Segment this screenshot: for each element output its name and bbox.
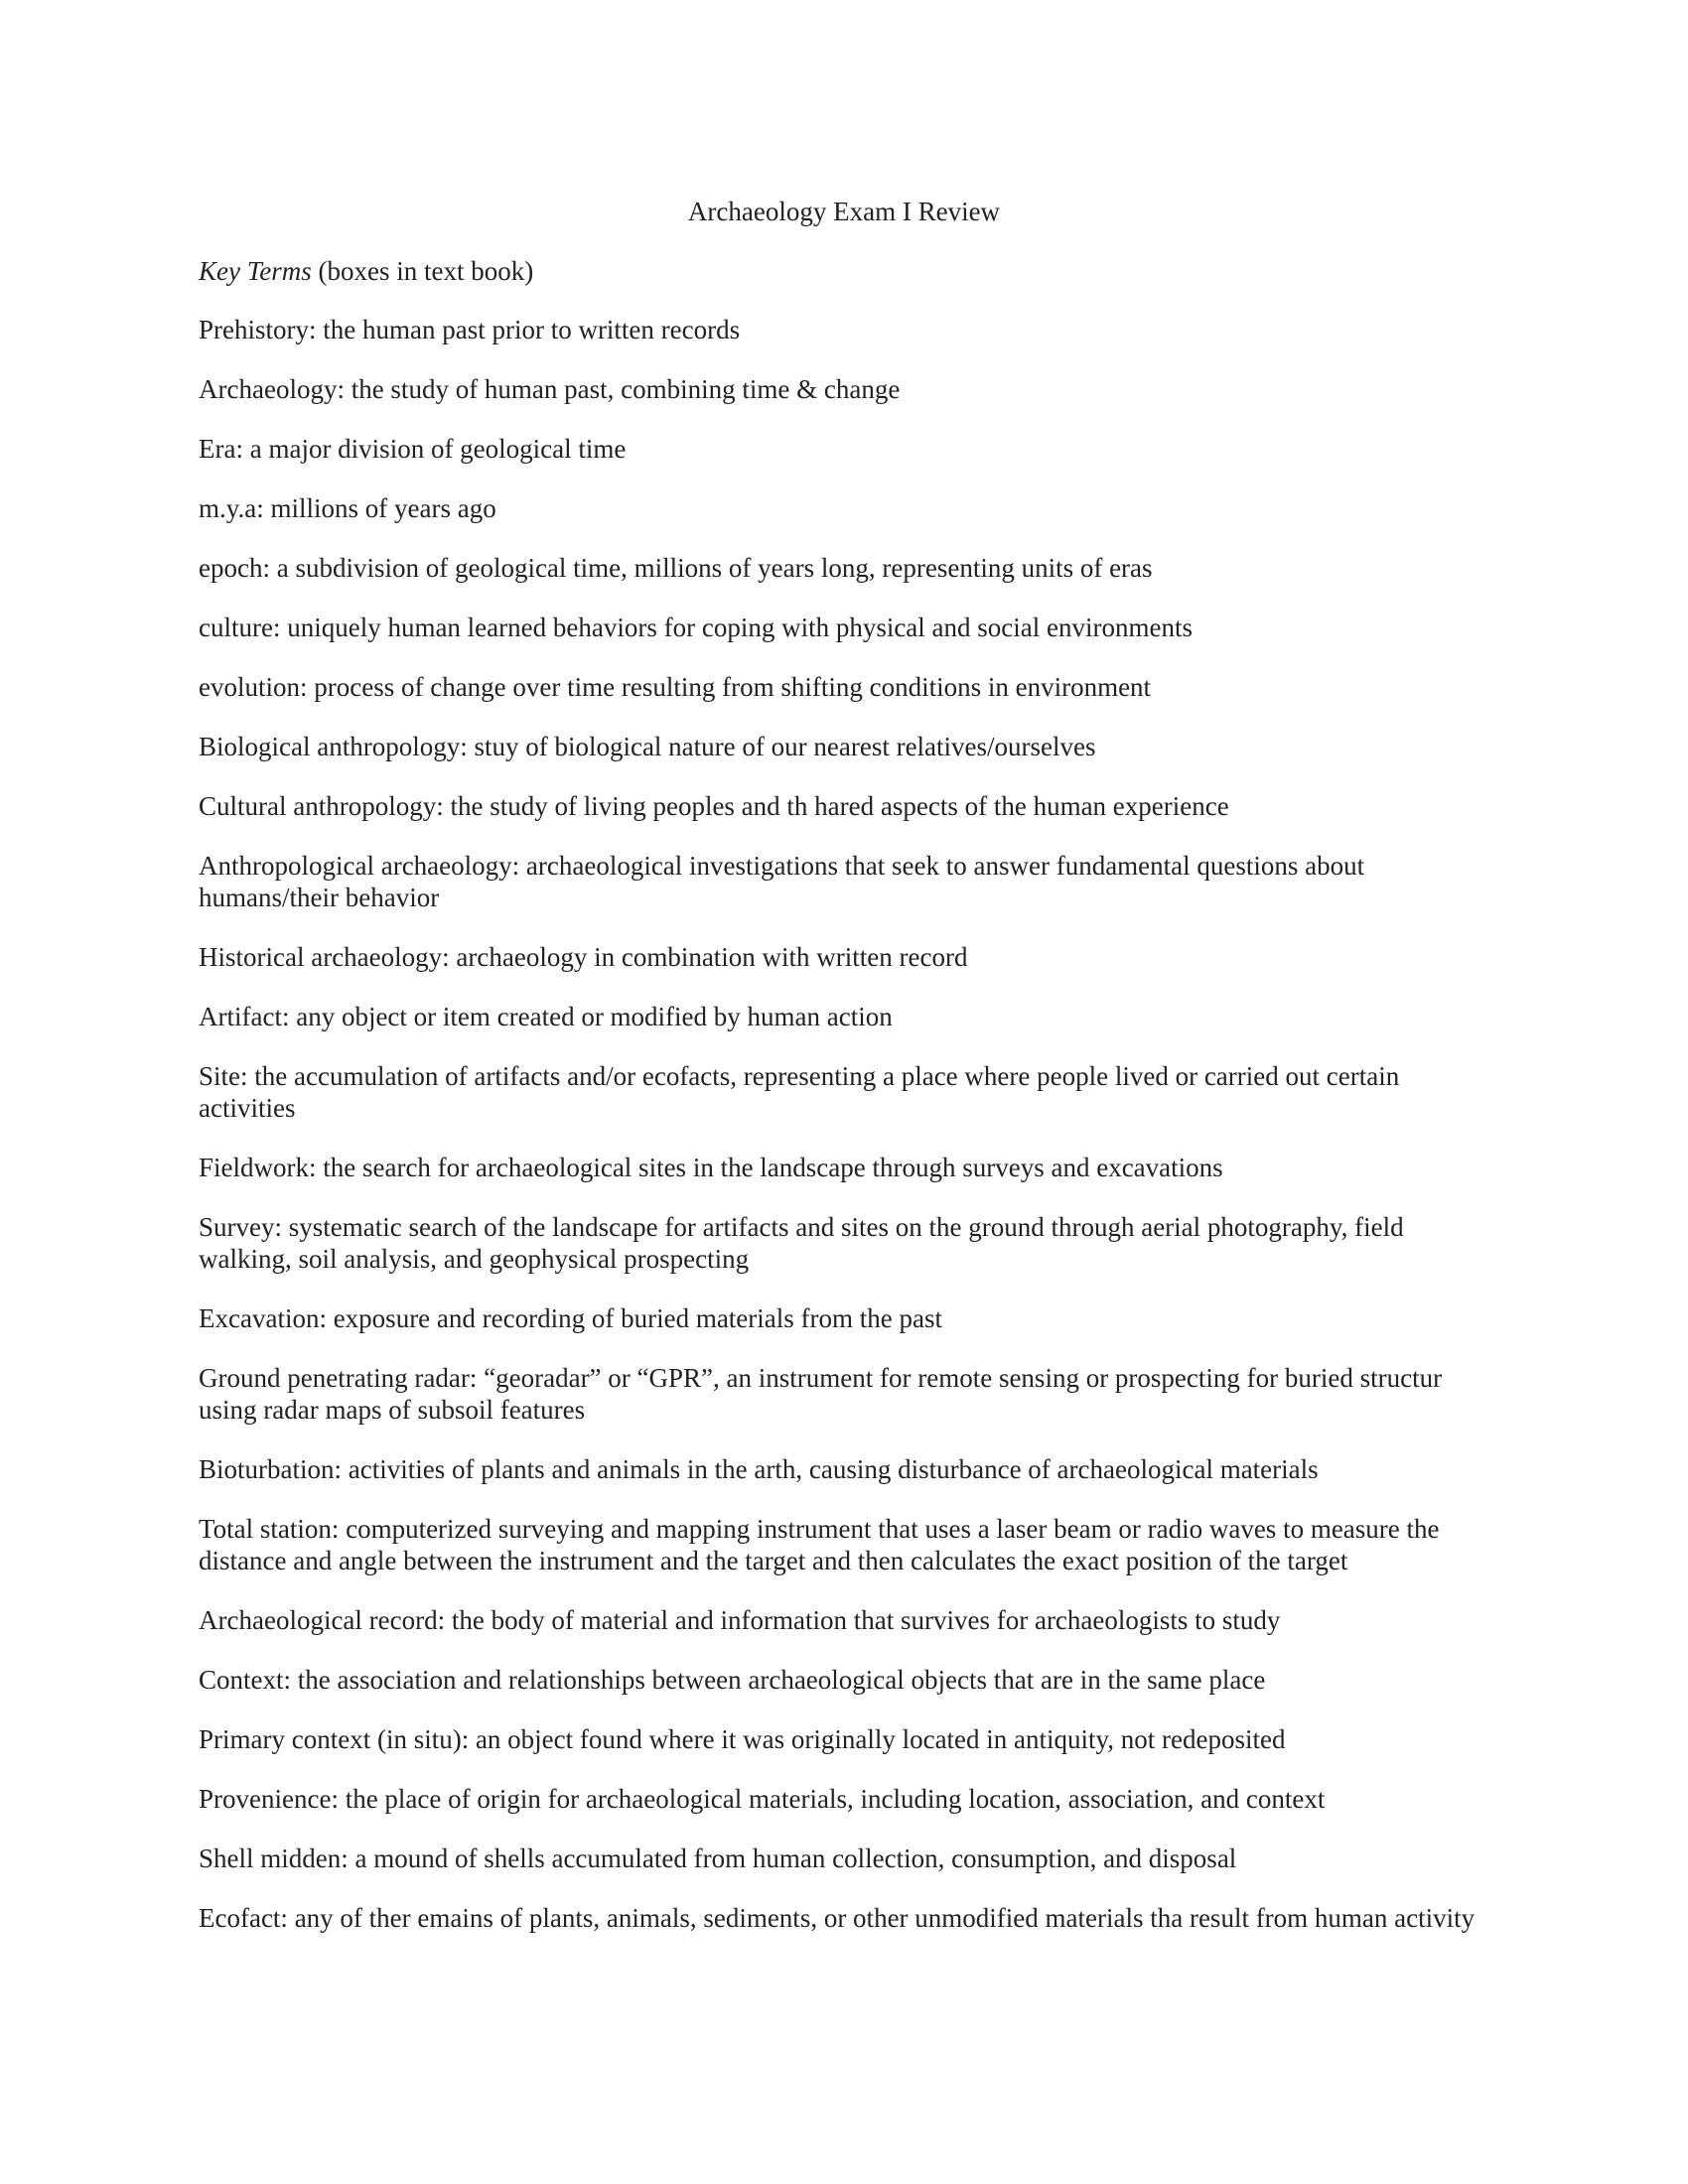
- key-terms-list: [199, 314, 1489, 1934]
- term-entry: Total station: computerized surveying and mapping instrument that uses a laser beam or radio waves to measure the distance and angle between the instrument and the target and then calculates the exact position of the target: [199, 1514, 1440, 1575]
- section-heading-italic: Key Terms: [199, 256, 312, 286]
- section-heading-rest: (boxes in text book): [311, 256, 534, 286]
- term-entry: Archaeological record: the body of material and information that survives for archaeologists to study: [199, 1605, 1281, 1635]
- term-entry: culture: uniquely human learned behaviors for coping with physical and social environments: [199, 613, 1193, 642]
- term-entry: Primary context (in situ): an object found where it was originally located in antiquity, not redeposited: [199, 1724, 1286, 1754]
- term-entry: Site: the accumulation of artifacts and/or ecofacts, representing a place where people lived or carried out certain activities: [199, 1061, 1400, 1123]
- term-entry: Biological anthropology: stuy of biological nature of our nearest relatives/ourselves: [199, 732, 1096, 761]
- term-entry: m.y.a: millions of years ago: [199, 493, 496, 523]
- term-entry: Historical archaeology: archaeology in combination with written record: [199, 942, 968, 972]
- term-entry: Excavation: exposure and recording of buried materials from the past: [199, 1303, 942, 1333]
- document-page: [199, 195, 1489, 1962]
- term-entry: Ground penetrating radar: “georadar” or “GPR”, an instrument for remote sensing or prospecting for buried structur using radar maps of subsoil features: [199, 1363, 1443, 1425]
- term-entry: Provenience: the place of origin for archaeological materials, including location, association, and context: [199, 1784, 1326, 1814]
- term-entry: epoch: a subdivision of geological time, millions of years long, representing units of eras: [199, 553, 1153, 583]
- term-entry: Artifact: any object or item created or modified by human action: [199, 1002, 893, 1031]
- term-entry: Fieldwork: the search for archaeological sites in the landscape through surveys and excavations: [199, 1153, 1223, 1182]
- term-entry: Anthropological archaeology: archaeological investigations that seek to answer fundamental questions about humans/their behavior: [199, 851, 1365, 912]
- term-entry: Prehistory: the human past prior to written records: [199, 315, 741, 344]
- term-entry: Cultural anthropology: the study of living peoples and th hared aspects of the human experience: [199, 791, 1229, 821]
- term-entry: Survey: systematic search of the landscape for artifacts and sites on the ground through aerial photography, field walking, soil analysis, and geophysical prospecting: [199, 1212, 1404, 1274]
- section-heading: [199, 254, 1489, 288]
- term-entry: evolution: process of change over time resulting from shifting conditions in environment: [199, 672, 1152, 702]
- term-entry: Bioturbation: activities of plants and animals in the arth, causing disturbance of archaeological materials: [199, 1454, 1319, 1484]
- term-entry: Era: a major division of geological time: [199, 434, 627, 464]
- term-entry: Archaeology: the study of human past, combining time & change: [199, 374, 901, 404]
- term-entry: Ecofact: any of ther emains of plants, animals, sediments, or other unmodified materials tha result from human activity: [199, 1903, 1476, 1933]
- term-entry: Shell midden: a mound of shells accumulated from human collection, consumption, and disposal: [199, 1843, 1237, 1873]
- document-title: Archaeology Exam I Review: [687, 197, 1001, 226]
- term-entry: Context: the association and relationships between archaeological objects that are in the same place: [199, 1665, 1266, 1695]
